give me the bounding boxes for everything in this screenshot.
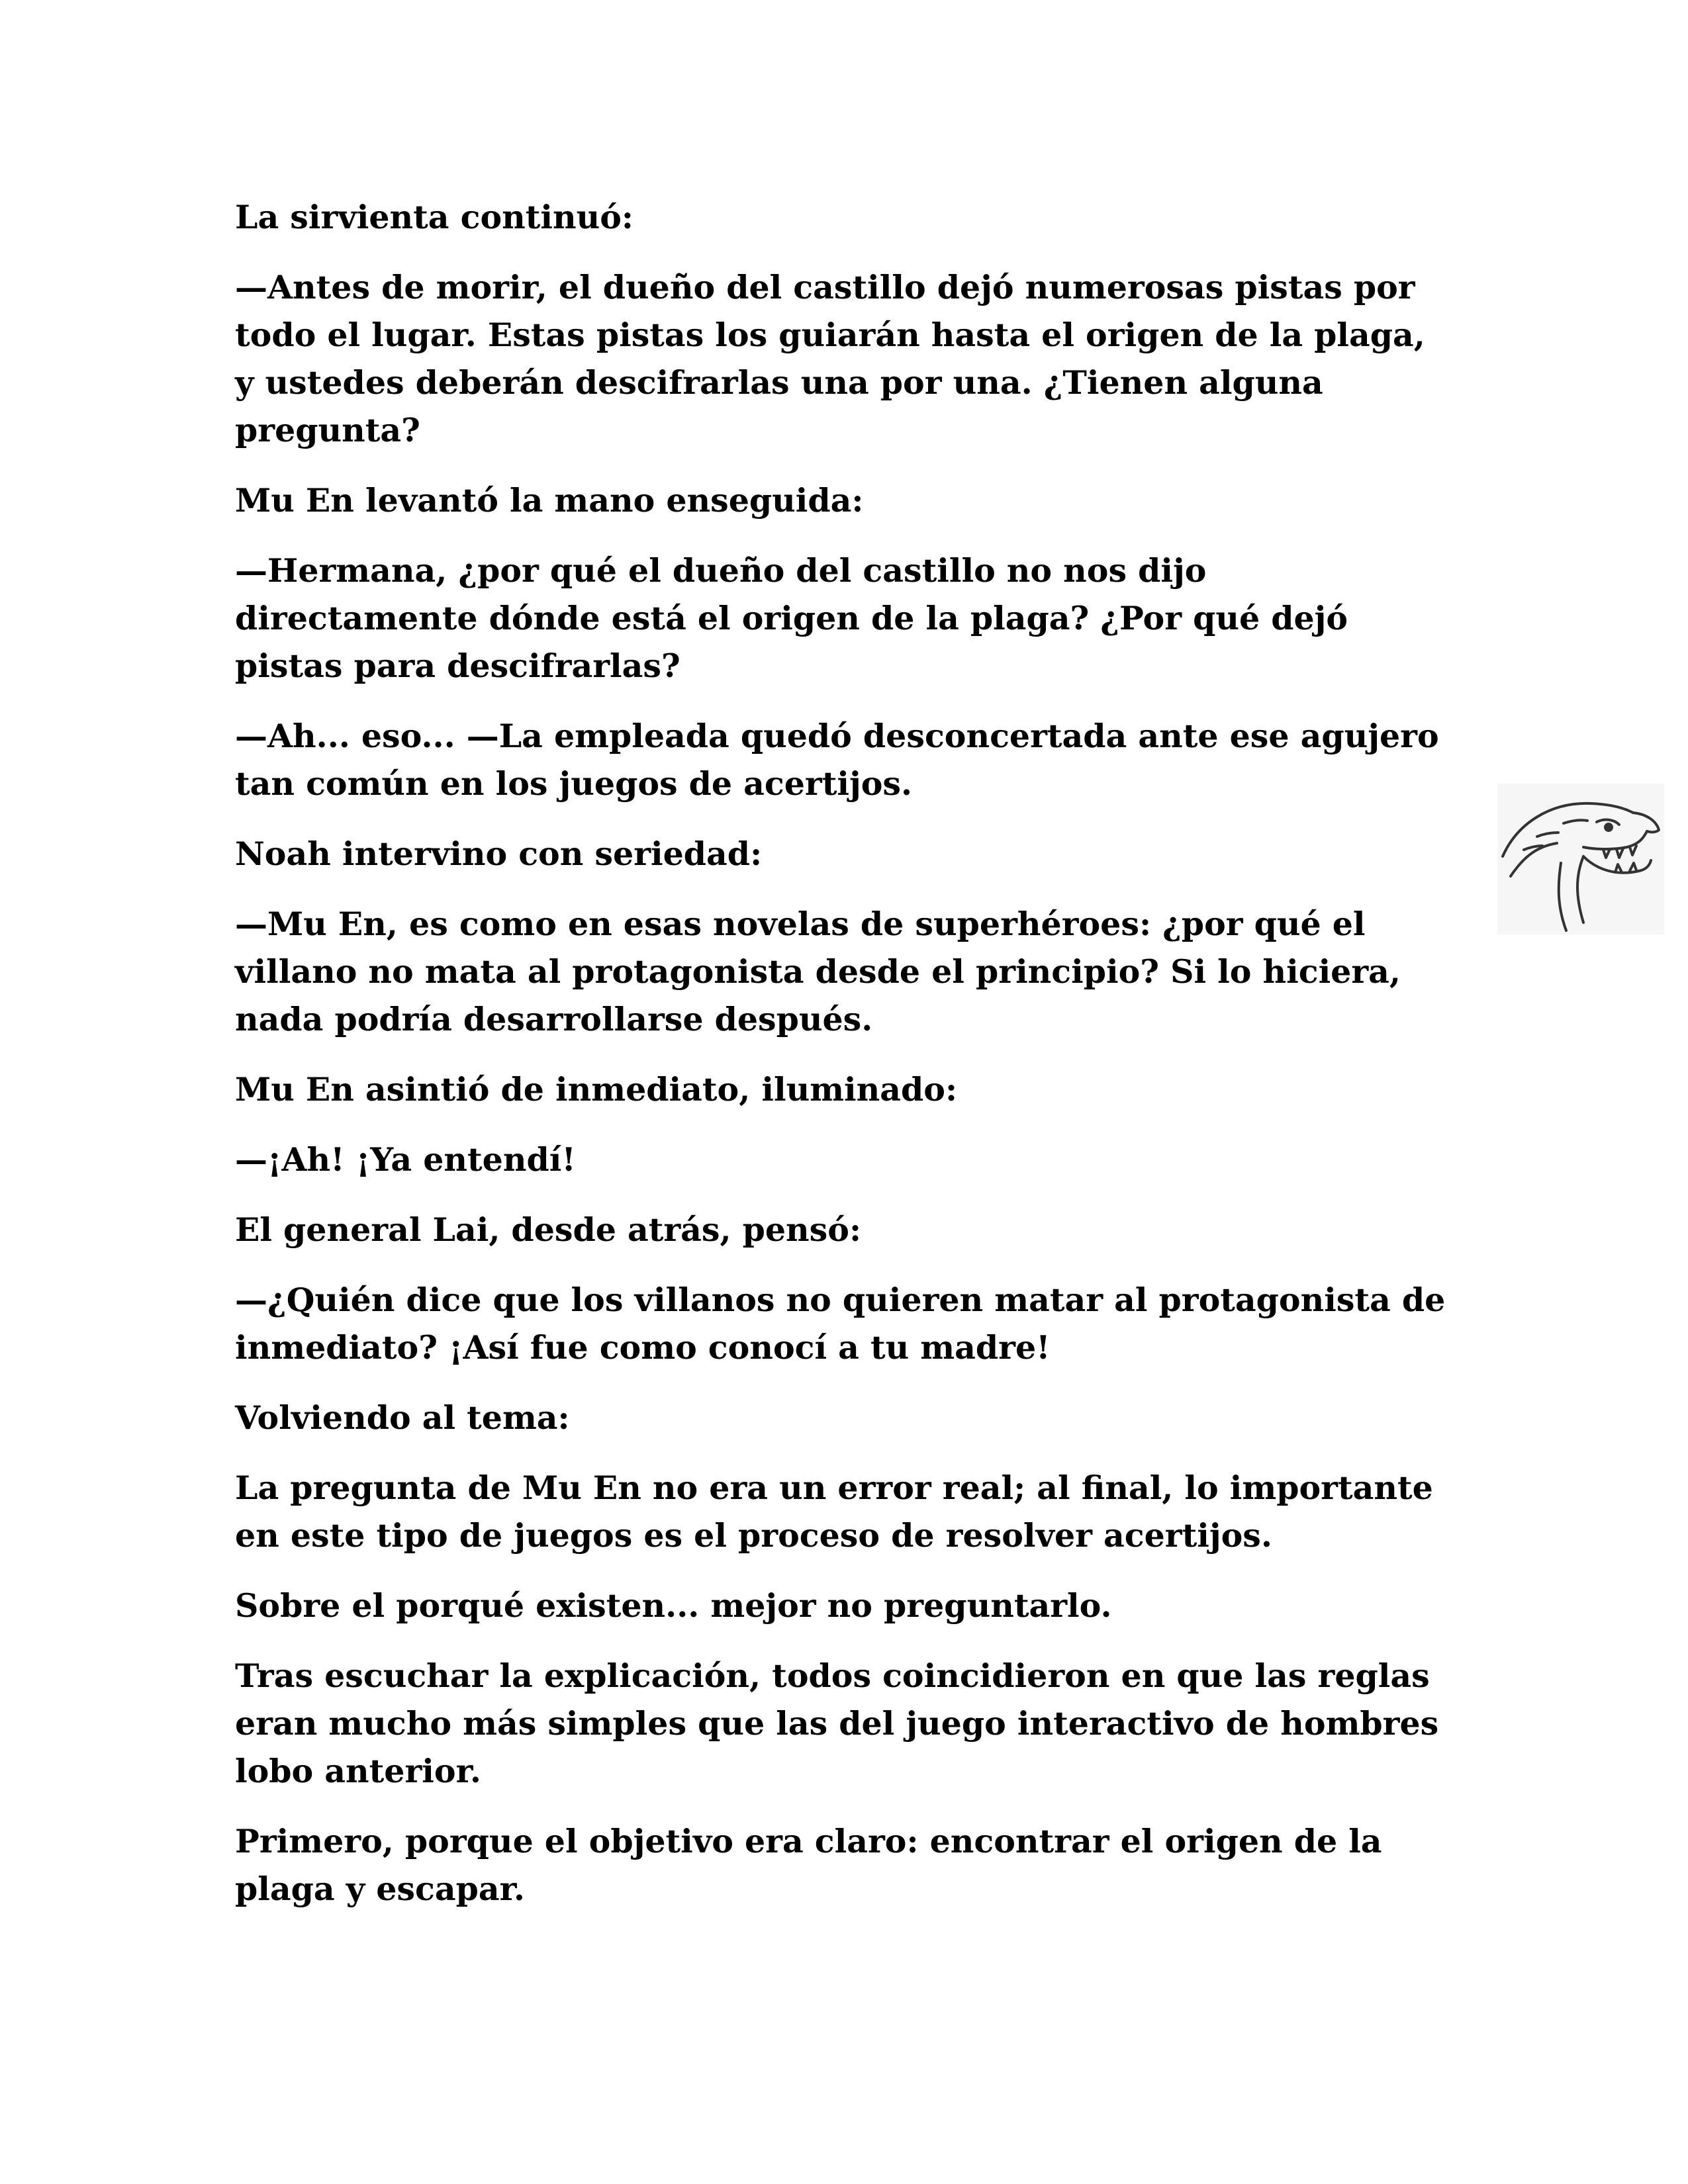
paragraph: —¿Quién dice que los villanos no quieren matar al protagonista de inmediato? ¡Así fue como conocí a tu madre! [235,1281,1446,1367]
paragraph: —Mu En, es como en esas novelas de superhéroes: ¿por qué el villano no mata al protagonista desde el principio? Si lo hiciera, nada podría desarrollarse después. [235,905,1401,1038]
paragraph: Primero, porque el objetivo era claro: encontrar el origen de la plaga y escapar. [235,1822,1382,1908]
dinosaur-sketch-icon [1497,784,1664,934]
paragraph: Sobre el porqué existen... mejor no preguntarlo. [235,1586,1112,1625]
paragraph: Noah intervino con seriedad: [235,835,763,873]
body-text [235,193,1446,1935]
paragraph: La pregunta de Mu En no era un error real; al final, lo importante en este tipo de juegos es el proceso de resolver acertijos. [235,1469,1433,1555]
paragraph: —¡Ah! ¡Ya entendí! [235,1140,576,1179]
paragraph: —Antes de morir, el dueño del castillo dejó numerosas pistas por todo el lugar. Estas pistas los guiarán hasta el origen de la plaga, y ustedes deberán descifrarlas una por una. ¿Tienen alguna pregunta? [235,268,1425,449]
paragraph: La sirvienta continuó: [235,198,634,236]
paragraph: El general Lai, desde atrás, pensó: [235,1210,862,1249]
paragraph: Mu En asintió de inmediato, iluminado: [235,1070,958,1109]
paragraph: —Ah... eso... —La empleada quedó desconcertada ante ese agujero tan común en los juegos de acertijos. [235,717,1439,803]
paragraph: —Hermana, ¿por qué el dueño del castillo no nos dijo directamente dónde está el origen de la plaga? ¿Por qué dejó pistas para descifrarlas? [235,551,1348,685]
paragraph: Tras escuchar la explicación, todos coincidieron en que las reglas eran mucho más simples que las del juego interactivo de hombres lobo anterior. [235,1657,1439,1790]
paragraph: Mu En levantó la mano enseguida: [235,481,864,520]
paragraph: Volviendo al tema: [235,1398,570,1437]
